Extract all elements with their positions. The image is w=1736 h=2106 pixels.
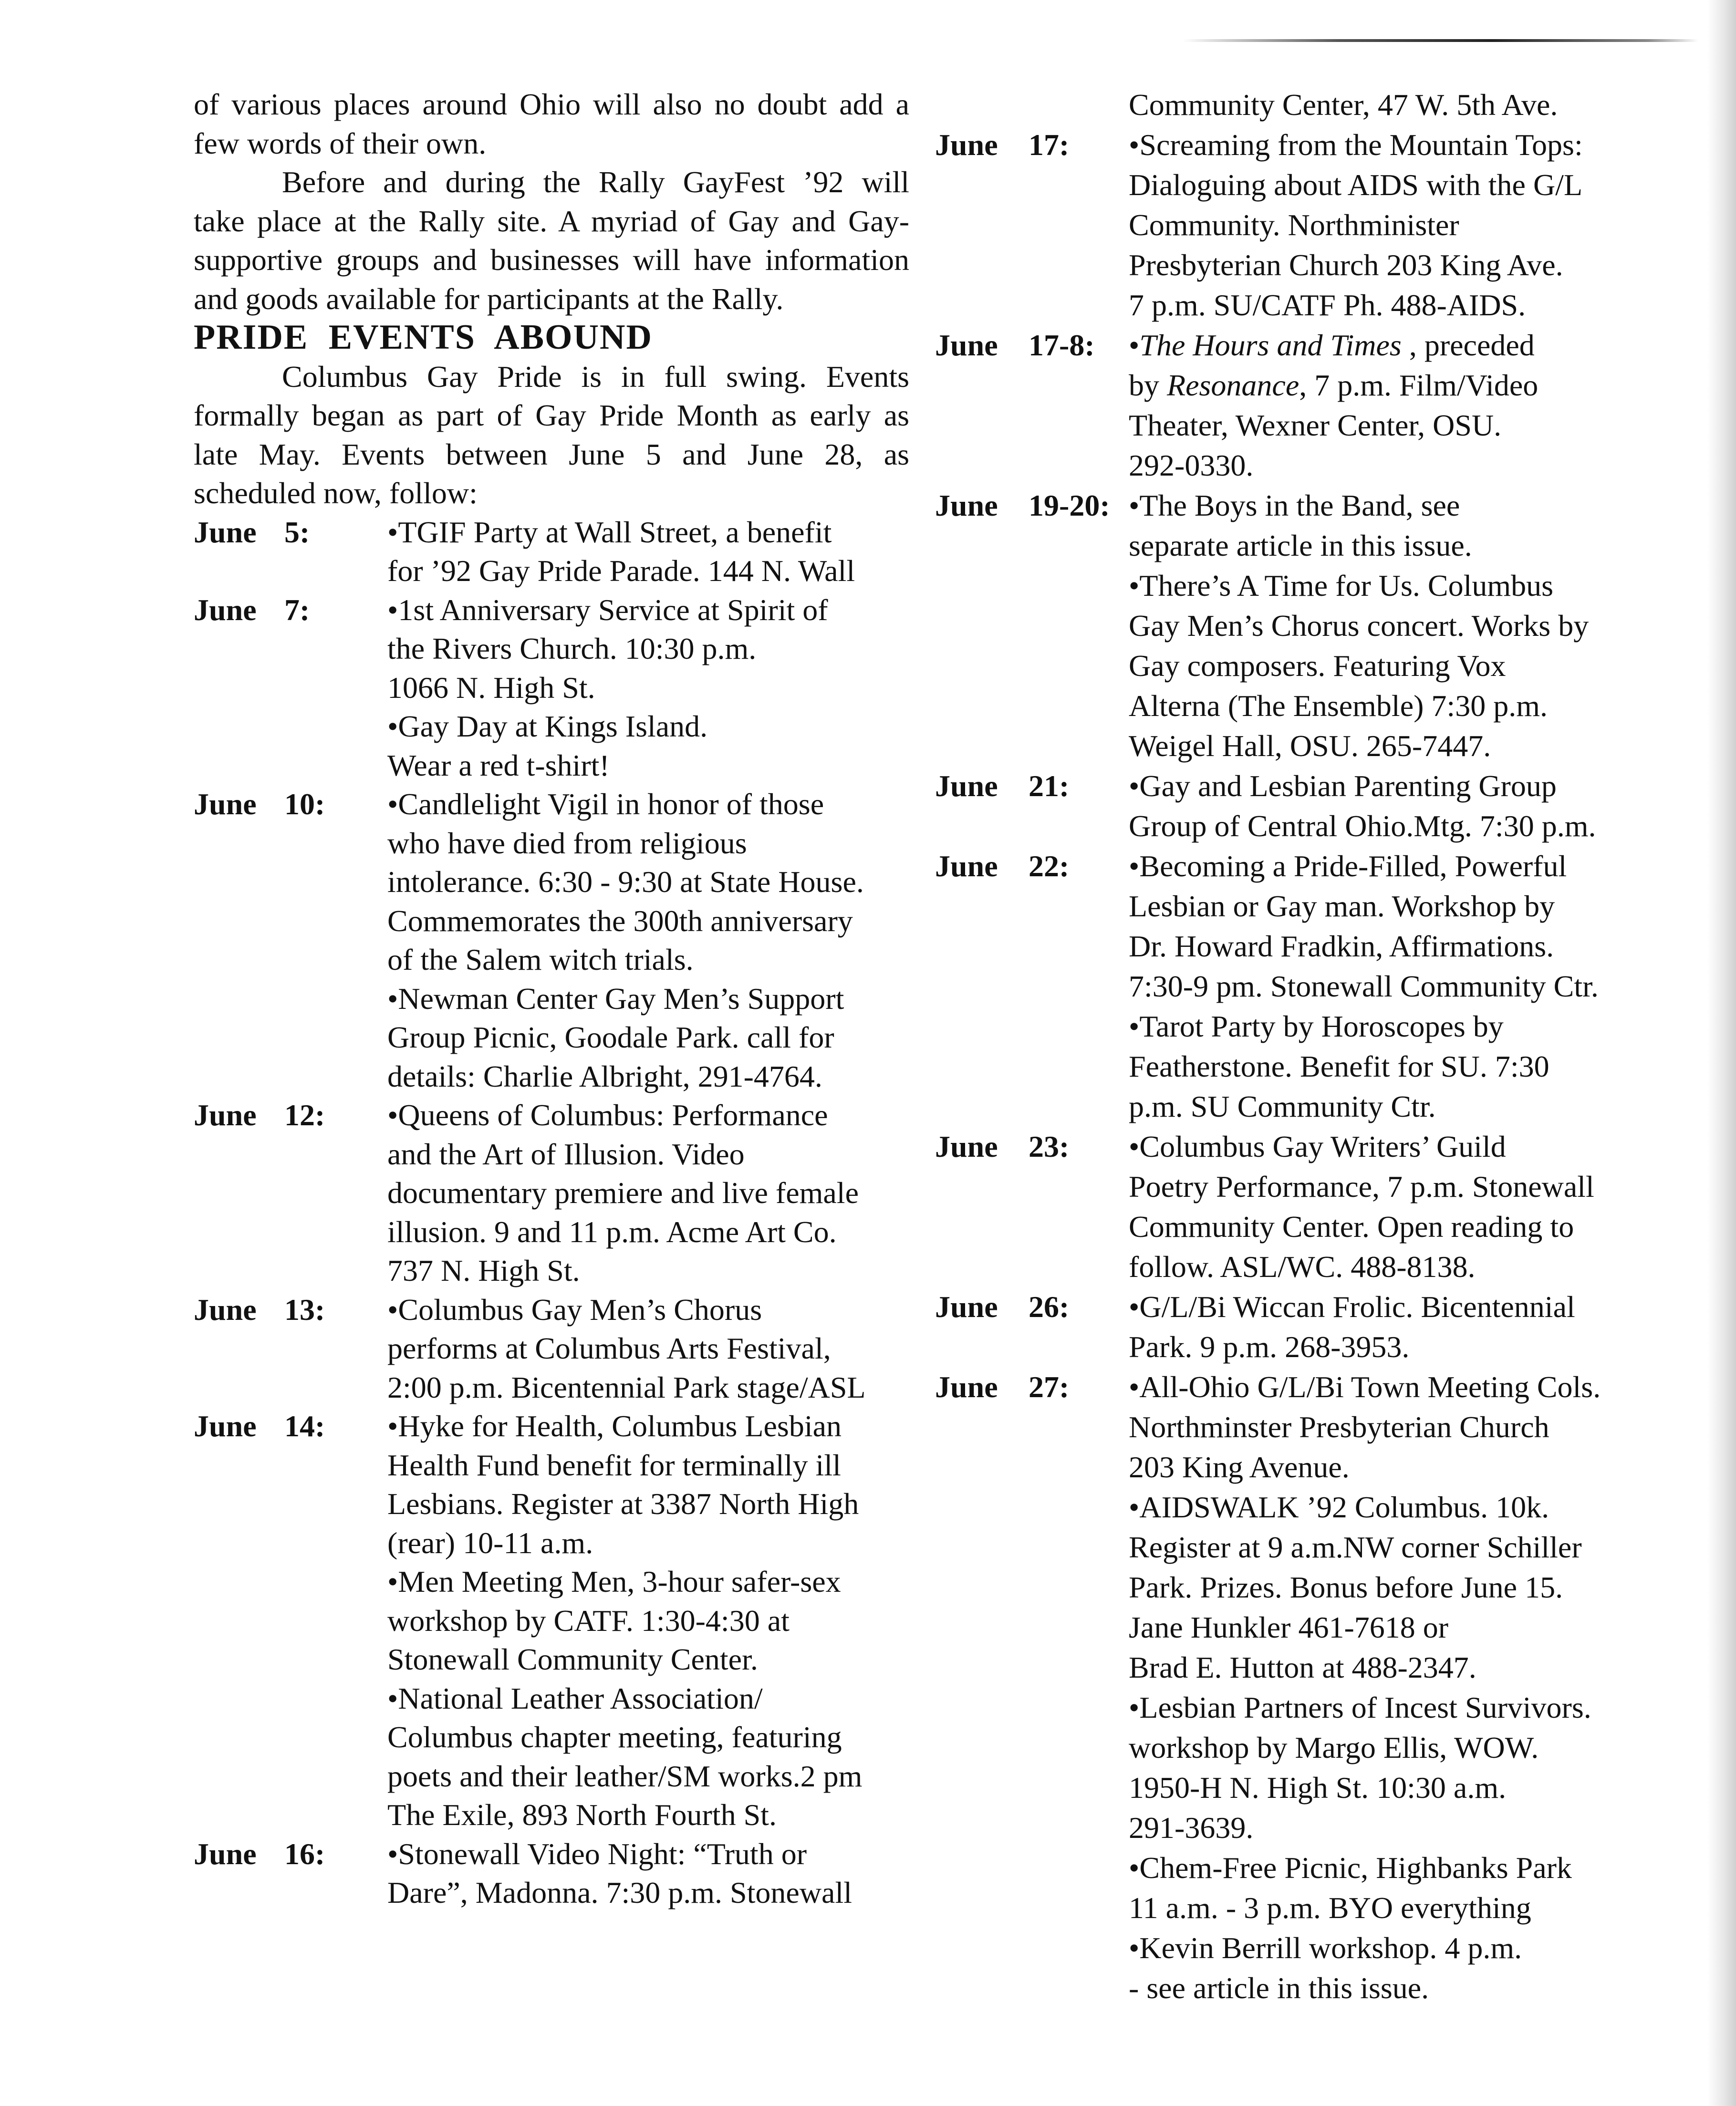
event-line (935, 1207, 1660, 1247)
event-line (935, 926, 1660, 966)
event-line (935, 966, 1660, 1006)
event-day: 13: (284, 1292, 325, 1327)
event-text: Park. 9 p.m. 268-3953. (1129, 1330, 1410, 1364)
event-text: 203 King Avenue. (1129, 1450, 1350, 1484)
event-text: •All-Ohio G/L/Bi Town Meeting Cols. (1129, 1370, 1601, 1404)
event-date (935, 125, 1070, 165)
event-month: June (194, 1409, 257, 1443)
event-text: Jane Hunkler 461-7618 or (1129, 1610, 1449, 1644)
event-text: Park. Prizes. Bonus before June 15. (1129, 1570, 1563, 1604)
event-line (194, 1368, 909, 1407)
event-line (935, 1247, 1660, 1287)
event-line (935, 165, 1660, 205)
paragraph-text: supportive groups and businesses will have information (194, 243, 909, 277)
event-date (935, 766, 1070, 806)
event-line (194, 707, 909, 746)
event-line (935, 886, 1660, 926)
event-date (935, 1127, 1070, 1167)
event-entry (935, 1367, 1660, 2008)
event-day: 10: (284, 787, 325, 821)
event-line (194, 551, 909, 591)
event-line (935, 606, 1660, 646)
paragraph-line (194, 280, 909, 319)
event-date (194, 1096, 325, 1135)
event-month: June (935, 1130, 998, 1163)
event-text: intolerance. 6:30 - 9:30 at State House. (387, 865, 864, 899)
event-line (935, 446, 1660, 486)
event-line (194, 1407, 909, 1446)
event-text: •Hyke for Health, Columbus Lesbian (387, 1409, 842, 1443)
event-text: Stonewall Community Center. (387, 1642, 758, 1676)
event-text: Alterna (The Ensemble) 7:30 p.m. (1129, 689, 1548, 723)
event-text: The Exile, 893 North Fourth St. (387, 1798, 777, 1832)
event-line (935, 1167, 1660, 1207)
event-month: June (935, 849, 998, 883)
event-text: •Columbus Gay Men’s Chorus (387, 1292, 762, 1327)
event-entry (935, 1127, 1660, 1287)
event-text (1129, 365, 1538, 405)
event-text: •Stonewall Video Night: “Truth or (387, 1836, 807, 1871)
event-text-segment: by (1129, 368, 1167, 402)
event-text: Columbus chapter meeting, featuring (387, 1720, 842, 1754)
event-line (194, 1173, 909, 1213)
event-line (935, 1047, 1660, 1087)
event-line (194, 629, 909, 668)
event-line (194, 1446, 909, 1485)
event-line (935, 325, 1660, 365)
event-text: 1950-H N. High St. 10:30 a.m. (1129, 1771, 1507, 1805)
event-entry (935, 85, 1660, 125)
event-line (194, 1251, 909, 1290)
event-date (194, 591, 310, 630)
event-entry (194, 785, 909, 1096)
event-line (935, 1087, 1660, 1127)
event-text: •Chem-Free Picnic, Highbanks Park (1129, 1851, 1572, 1885)
event-line (194, 979, 909, 1018)
paragraph-line (194, 202, 909, 241)
event-text: 737 N. High St. (387, 1254, 580, 1287)
event-text: 1066 N. High St. (387, 670, 595, 705)
event-day: 17-8: (1029, 328, 1095, 362)
event-text: Dr. Howard Fradkin, Affirmations. (1129, 929, 1554, 963)
event-text: Gay composers. Featuring Vox (1129, 649, 1506, 683)
event-day: 22: (1029, 849, 1070, 883)
event-date (194, 1407, 325, 1446)
event-entry (194, 1096, 909, 1290)
event-month: June (194, 1098, 257, 1132)
event-month: June (935, 128, 998, 162)
event-text: Register at 9 a.m.NW corner Schiller (1129, 1530, 1582, 1564)
event-entry (935, 766, 1660, 846)
event-line (935, 1928, 1660, 1968)
right-column (935, 85, 1660, 2008)
paragraph-line (194, 163, 909, 202)
event-line (935, 1848, 1660, 1888)
event-line (935, 486, 1660, 526)
event-date (935, 486, 1110, 526)
section-heading: PRIDE EVENTS ABOUND (194, 318, 653, 357)
event-line (194, 785, 909, 824)
event-text: •Columbus Gay Writers’ Guild (1129, 1130, 1506, 1163)
event-text: •Newman Center Gay Men’s Support (387, 981, 844, 1016)
paragraph-line (194, 474, 909, 513)
event-line (194, 824, 909, 863)
event-line (194, 1018, 909, 1057)
decorative-rule (1183, 39, 1698, 42)
event-line (194, 746, 909, 785)
event-date (935, 1287, 1070, 1327)
event-month: June (935, 1370, 998, 1404)
event-text: illusion. 9 and 11 p.m. Acme Art Co. (387, 1214, 837, 1249)
event-date (194, 785, 325, 824)
paragraph-text: and goods available for participants at the Rally. (194, 281, 784, 316)
paragraph-text: late May. Events between June 5 and June 28, as (194, 437, 909, 471)
event-line (935, 1327, 1660, 1367)
event-line (194, 1562, 909, 1601)
event-text: for ’92 Gay Pride Parade. 144 N. Wall (387, 554, 855, 588)
paragraph-text: few words of their own. (194, 126, 487, 160)
event-text: Poetry Performance, 7 p.m. Stonewall (1129, 1170, 1594, 1203)
event-line (935, 245, 1660, 285)
event-text: 292-0330. (1129, 448, 1254, 482)
event-text: •Candlelight Vigil in honor of those (387, 787, 824, 821)
event-line (935, 125, 1660, 165)
event-text: •Gay Day at Kings Island. (387, 709, 708, 743)
event-text: •1st Anniversary Service at Spirit of (387, 592, 828, 627)
event-line (935, 1287, 1660, 1327)
event-text: Lesbian or Gay man. Workshop by (1129, 889, 1555, 923)
event-text: 291-3639. (1129, 1811, 1254, 1845)
event-line (194, 513, 909, 552)
paragraph-text: Before and during the Rally GayFest ’92 will (282, 165, 909, 199)
event-month: June (194, 1836, 257, 1871)
event-text: Community. Northminister (1129, 208, 1459, 242)
event-line (935, 566, 1660, 606)
event-line (194, 940, 909, 979)
paragraph-line (194, 396, 909, 435)
event-text: - see article in this issue. (1129, 1971, 1429, 2005)
event-text: p.m. SU Community Ctr. (1129, 1089, 1436, 1123)
event-entry (194, 1407, 909, 1835)
event-line (194, 1329, 909, 1368)
event-text: •Kevin Berrill workshop. 4 p.m. (1129, 1931, 1522, 1965)
event-date (935, 325, 1095, 365)
event-text: •Tarot Party by Horoscopes by (1129, 1009, 1504, 1043)
event-text: of the Salem witch trials. (387, 943, 694, 976)
event-line (935, 1768, 1660, 1808)
event-text: Dialoguing about AIDS with the G/L (1129, 168, 1583, 202)
event-text: Wear a red t-shirt! (387, 748, 610, 782)
event-entry (194, 513, 909, 591)
event-text: Theater, Wexner Center, OSU. (1129, 408, 1502, 442)
event-text: documentary premiere and live female (387, 1176, 859, 1210)
event-line (935, 405, 1660, 446)
event-line (194, 1484, 909, 1524)
event-title-italic: Resonance (1167, 368, 1299, 402)
event-entry (935, 846, 1660, 1127)
event-text: Featherstone. Benefit for SU. 7:30 (1129, 1049, 1549, 1083)
event-text: Community Center, 47 W. 5th Ave. (1129, 88, 1558, 122)
event-day: 17: (1029, 128, 1070, 162)
event-entry (194, 591, 909, 785)
event-entry (935, 325, 1660, 486)
event-text: Northminster Presbyterian Church (1129, 1410, 1549, 1444)
event-month: June (935, 328, 998, 362)
paragraph-text: Columbus Gay Pride is in full swing. Events (282, 359, 909, 394)
event-text-segment: , 7 p.m. Film/Video (1299, 368, 1538, 402)
event-entry (935, 486, 1660, 766)
event-day: 12: (284, 1098, 325, 1132)
event-day: 21: (1029, 769, 1070, 803)
paragraph-line (194, 85, 909, 124)
event-text: •Queens of Columbus: Performance (387, 1098, 828, 1132)
event-line (935, 285, 1660, 325)
event-month: June (194, 592, 257, 627)
event-text: •Screaming from the Mountain Tops: (1129, 128, 1583, 162)
event-line (194, 1873, 909, 1912)
event-month: June (935, 769, 998, 803)
event-line (935, 686, 1660, 726)
event-text-segment: • (1129, 328, 1140, 362)
paragraph-line (194, 435, 909, 474)
event-month: June (194, 1292, 257, 1327)
event-line (194, 902, 909, 941)
event-line (935, 1808, 1660, 1848)
event-text: •Gay and Lesbian Parenting Group (1129, 769, 1557, 803)
event-date (935, 846, 1070, 886)
event-line (935, 365, 1660, 405)
event-text: Dare”, Madonna. 7:30 p.m. Stonewall (387, 1876, 852, 1909)
event-line (935, 1728, 1660, 1768)
event-text: details: Charlie Albright, 291-4764. (387, 1059, 822, 1093)
event-line (194, 1213, 909, 1252)
event-line (935, 726, 1660, 766)
event-line (194, 1290, 909, 1329)
event-text-segment: , preceded (1401, 328, 1535, 362)
event-line (935, 1407, 1660, 1447)
event-text: separate article in this issue. (1129, 529, 1472, 562)
event-line (935, 846, 1660, 886)
event-line (935, 766, 1660, 806)
event-text: (rear) 10-11 a.m. (387, 1525, 593, 1560)
event-line (935, 1688, 1660, 1728)
event-date (194, 1835, 325, 1874)
scan-edge-shadow (1707, 0, 1736, 2106)
event-text: poets and their leather/SM works.2 pm (387, 1759, 863, 1793)
event-line (935, 806, 1660, 846)
event-text: who have died from religious (387, 826, 747, 860)
event-line (194, 1096, 909, 1135)
event-text: 7:30-9 pm. Stonewall Community Ctr. (1129, 969, 1599, 1003)
event-line (194, 1679, 909, 1718)
event-text: •There’s A Time for Us. Columbus (1129, 569, 1554, 602)
event-entry (194, 1835, 909, 1912)
event-line (935, 1487, 1660, 1527)
event-date (935, 1367, 1070, 1407)
paragraph-line (194, 124, 909, 163)
event-text: Health Fund benefit for terminally ill (387, 1448, 841, 1482)
paragraph-line (194, 357, 909, 396)
event-text: 2:00 p.m. Bicentennial Park stage/ASL (387, 1370, 866, 1404)
event-line (194, 591, 909, 630)
paragraph-text: take place at the Rally site. A myriad of Gay and Gay- (194, 204, 909, 238)
event-title-italic: The Hours and Times (1139, 328, 1402, 362)
event-line (194, 1640, 909, 1679)
event-text: •AIDSWALK ’92 Columbus. 10k. (1129, 1490, 1549, 1524)
paragraph-text: of various places around Ohio will also no doubt add a (194, 87, 909, 121)
event-line (935, 205, 1660, 245)
event-line (935, 1367, 1660, 1407)
event-line (194, 1057, 909, 1096)
event-text: Weigel Hall, OSU. 265-7447. (1129, 729, 1491, 763)
event-entry (935, 125, 1660, 325)
event-line (194, 1601, 909, 1640)
event-text: Gay Men’s Chorus concert. Works by (1129, 609, 1589, 643)
event-day: 23: (1029, 1130, 1070, 1163)
event-text: •Men Meeting Men, 3-hour safer-sex (387, 1565, 841, 1598)
event-line (194, 862, 909, 902)
paragraph-text: formally began as part of Gay Pride Month as early as (194, 398, 909, 432)
event-entry (194, 1290, 909, 1407)
event-text: Commemorates the 300th anniversary (387, 903, 853, 938)
event-text: workshop by Margo Ellis, WOW. (1129, 1731, 1539, 1764)
event-text: Community Center. Open reading to (1129, 1210, 1574, 1244)
event-day: 7: (284, 592, 310, 627)
event-line (935, 1888, 1660, 1928)
event-line (935, 526, 1660, 566)
event-text: performs at Columbus Arts Festival, (387, 1331, 831, 1365)
event-month: June (935, 488, 998, 522)
event-text: workshop by CATF. 1:30-4:30 at (387, 1603, 790, 1638)
event-line (935, 1527, 1660, 1567)
event-line (935, 85, 1660, 125)
event-line (194, 1524, 909, 1563)
event-text: the Rivers Church. 10:30 p.m. (387, 632, 757, 665)
event-text: Group of Central Ohio.Mtg. 7:30 p.m. (1129, 809, 1596, 843)
event-text: •TGIF Party at Wall Street, a benefit (387, 515, 832, 549)
event-day: 27: (1029, 1370, 1070, 1404)
event-text: 11 a.m. - 3 p.m. BYO everything (1129, 1891, 1531, 1925)
event-text: Group Picnic, Goodale Park. call for (387, 1020, 834, 1054)
event-line (935, 646, 1660, 686)
event-text (1129, 325, 1535, 365)
event-text: •Lesbian Partners of Incest Survivors. (1129, 1691, 1591, 1724)
event-text: •The Boys in the Band, see (1129, 488, 1460, 522)
event-text: •G/L/Bi Wiccan Frolic. Bicentennial (1129, 1290, 1575, 1324)
event-day: 26: (1029, 1290, 1070, 1324)
event-month: June (194, 515, 257, 549)
event-entry (935, 1287, 1660, 1367)
event-line (935, 1127, 1660, 1167)
event-text: Brad E. Hutton at 488-2347. (1129, 1650, 1476, 1684)
event-line (935, 1608, 1660, 1648)
event-date (194, 513, 310, 552)
event-line (194, 1795, 909, 1835)
event-line (194, 1718, 909, 1757)
event-text: follow. ASL/WC. 488-8138. (1129, 1250, 1476, 1284)
event-text: •National Leather Association/ (387, 1681, 763, 1715)
event-month: June (194, 787, 257, 821)
event-text: •Becoming a Pride-Filled, Powerful (1129, 849, 1567, 883)
event-text: and the Art of Illusion. Video (387, 1137, 745, 1171)
event-text: Lesbians. Register at 3387 North High (387, 1487, 859, 1521)
left-column (194, 85, 909, 1912)
event-line (935, 1567, 1660, 1608)
event-line (194, 668, 909, 707)
event-text: Presbyterian Church 203 King Ave. (1129, 248, 1563, 282)
event-line (935, 1006, 1660, 1047)
paragraph-line (194, 240, 909, 280)
event-line (935, 1968, 1660, 2008)
event-day: 5: (284, 515, 310, 549)
event-line (935, 1447, 1660, 1487)
event-line (935, 1648, 1660, 1688)
paragraph-text: scheduled now, follow: (194, 476, 478, 510)
event-day: 16: (284, 1836, 325, 1871)
event-date (194, 1290, 325, 1329)
event-day: 14: (284, 1409, 325, 1443)
event-day: 19-20: (1029, 488, 1110, 522)
event-month: June (935, 1290, 998, 1324)
event-line (194, 1135, 909, 1174)
event-line (194, 1757, 909, 1796)
event-text: 7 p.m. SU/CATF Ph. 488-AIDS. (1129, 288, 1526, 322)
event-line (194, 1835, 909, 1874)
